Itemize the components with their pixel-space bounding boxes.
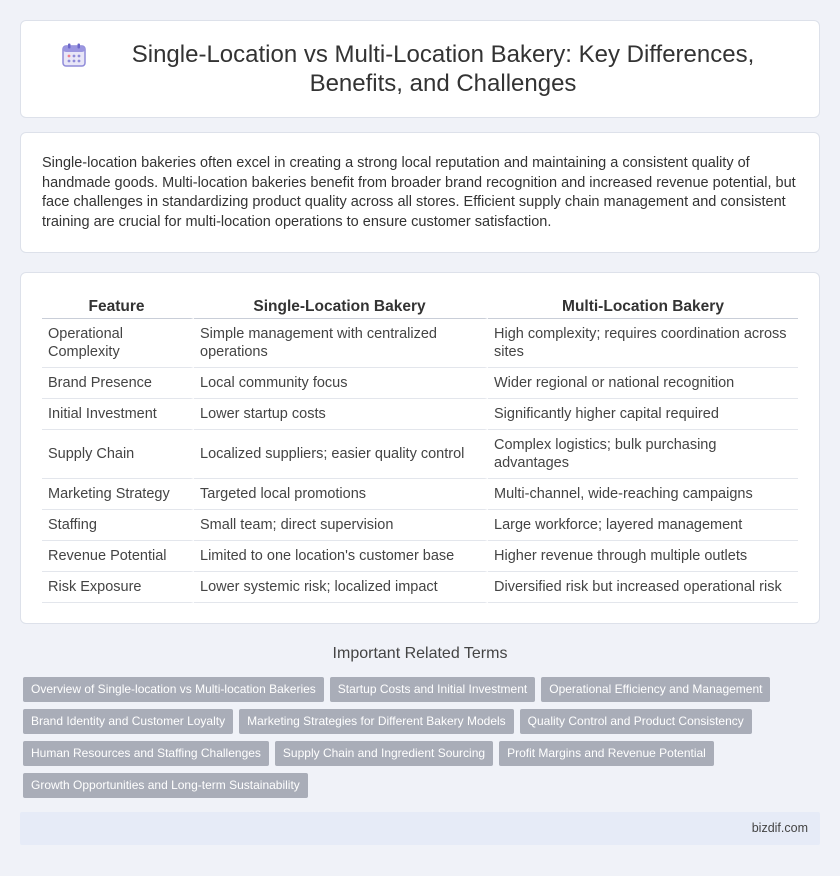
related-terms-list xyxy=(23,677,823,805)
page-title: Single-Location vs Multi-Location Bakery: Key Differences, Benefits, and Challenges xyxy=(131,41,755,97)
related-term-tag[interactable]: Operational Efficiency and Management xyxy=(541,677,770,702)
single-location-cell: Simple management with centralized operations xyxy=(194,319,488,368)
multi-location-cell: Wider regional or national recognition xyxy=(488,368,798,399)
feature-cell: Initial Investment xyxy=(42,399,194,430)
table-row xyxy=(42,479,798,510)
table-header-row xyxy=(42,295,798,319)
feature-cell: Risk Exposure xyxy=(42,572,194,603)
single-location-cell: Small team; direct supervision xyxy=(194,510,488,541)
related-term-tag[interactable]: Supply Chain and Ingredient Sourcing xyxy=(275,741,493,766)
multi-location-cell: Large workforce; layered management xyxy=(488,510,798,541)
footer-site-link[interactable]: bizdif.com xyxy=(751,821,808,835)
footer xyxy=(20,812,820,845)
table-row xyxy=(42,541,798,572)
single-location-cell: Targeted local promotions xyxy=(194,479,488,510)
related-term-tag[interactable]: Overview of Single-location vs Multi-location Bakeries xyxy=(23,677,324,702)
header-single-location: Single-Location Bakery xyxy=(194,295,488,319)
table-row xyxy=(42,430,798,479)
related-term-tag[interactable]: Marketing Strategies for Different Bakery Models xyxy=(239,709,514,734)
feature-cell: Marketing Strategy xyxy=(42,479,194,510)
related-term-tag[interactable]: Human Resources and Staffing Challenges xyxy=(23,741,269,766)
header-feature: Feature xyxy=(42,295,194,319)
related-term-tag[interactable]: Startup Costs and Initial Investment xyxy=(330,677,535,702)
single-location-cell: Limited to one location's customer base xyxy=(194,541,488,572)
feature-cell: Brand Presence xyxy=(42,368,194,399)
comparison-card xyxy=(20,272,820,624)
multi-location-cell: Significantly higher capital required xyxy=(488,399,798,430)
related-term-tag[interactable]: Profit Margins and Revenue Potential xyxy=(499,741,714,766)
multi-location-cell: Diversified risk but increased operational risk xyxy=(488,572,798,603)
table-row xyxy=(42,399,798,430)
header-multi-location: Multi-Location Bakery xyxy=(488,295,798,319)
related-term-tag[interactable]: Growth Opportunities and Long-term Sustainability xyxy=(23,773,308,798)
single-location-cell: Localized suppliers; easier quality control xyxy=(194,430,488,479)
intro-paragraph: Single-location bakeries often excel in creating a strong local reputation and maintaining a consistent quality of handmade goods. Multi-location bakeries benefit from broader brand recognition and increased revenue potential, but face challenges in standardizing product quality across all stores. Efficient supply chain management and consistent training are crucial for multi-location operations to ensure customer satisfaction. xyxy=(42,155,796,230)
single-location-cell: Lower systemic risk; localized impact xyxy=(194,572,488,603)
feature-cell: Supply Chain xyxy=(42,430,194,479)
multi-location-cell: Higher revenue through multiple outlets xyxy=(488,541,798,572)
table-row xyxy=(42,510,798,541)
multi-location-cell: Complex logistics; bulk purchasing advantages xyxy=(488,430,798,479)
multi-location-cell: High complexity; requires coordination across sites xyxy=(488,319,798,368)
intro-card xyxy=(20,132,820,253)
related-terms-heading: Important Related Terms xyxy=(332,645,508,662)
calendar-icon xyxy=(61,42,87,68)
table-row xyxy=(42,368,798,399)
comparison-table xyxy=(42,295,798,603)
feature-cell: Revenue Potential xyxy=(42,541,194,572)
related-term-tag[interactable]: Brand Identity and Customer Loyalty xyxy=(23,709,233,734)
feature-cell: Staffing xyxy=(42,510,194,541)
multi-location-cell: Multi-channel, wide-reaching campaigns xyxy=(488,479,798,510)
table-row xyxy=(42,572,798,603)
table-row xyxy=(42,319,798,368)
single-location-cell: Local community focus xyxy=(194,368,488,399)
related-term-tag[interactable]: Quality Control and Product Consistency xyxy=(520,709,752,734)
single-location-cell: Lower startup costs xyxy=(194,399,488,430)
title-card xyxy=(20,20,820,118)
feature-cell: Operational Complexity xyxy=(42,319,194,368)
